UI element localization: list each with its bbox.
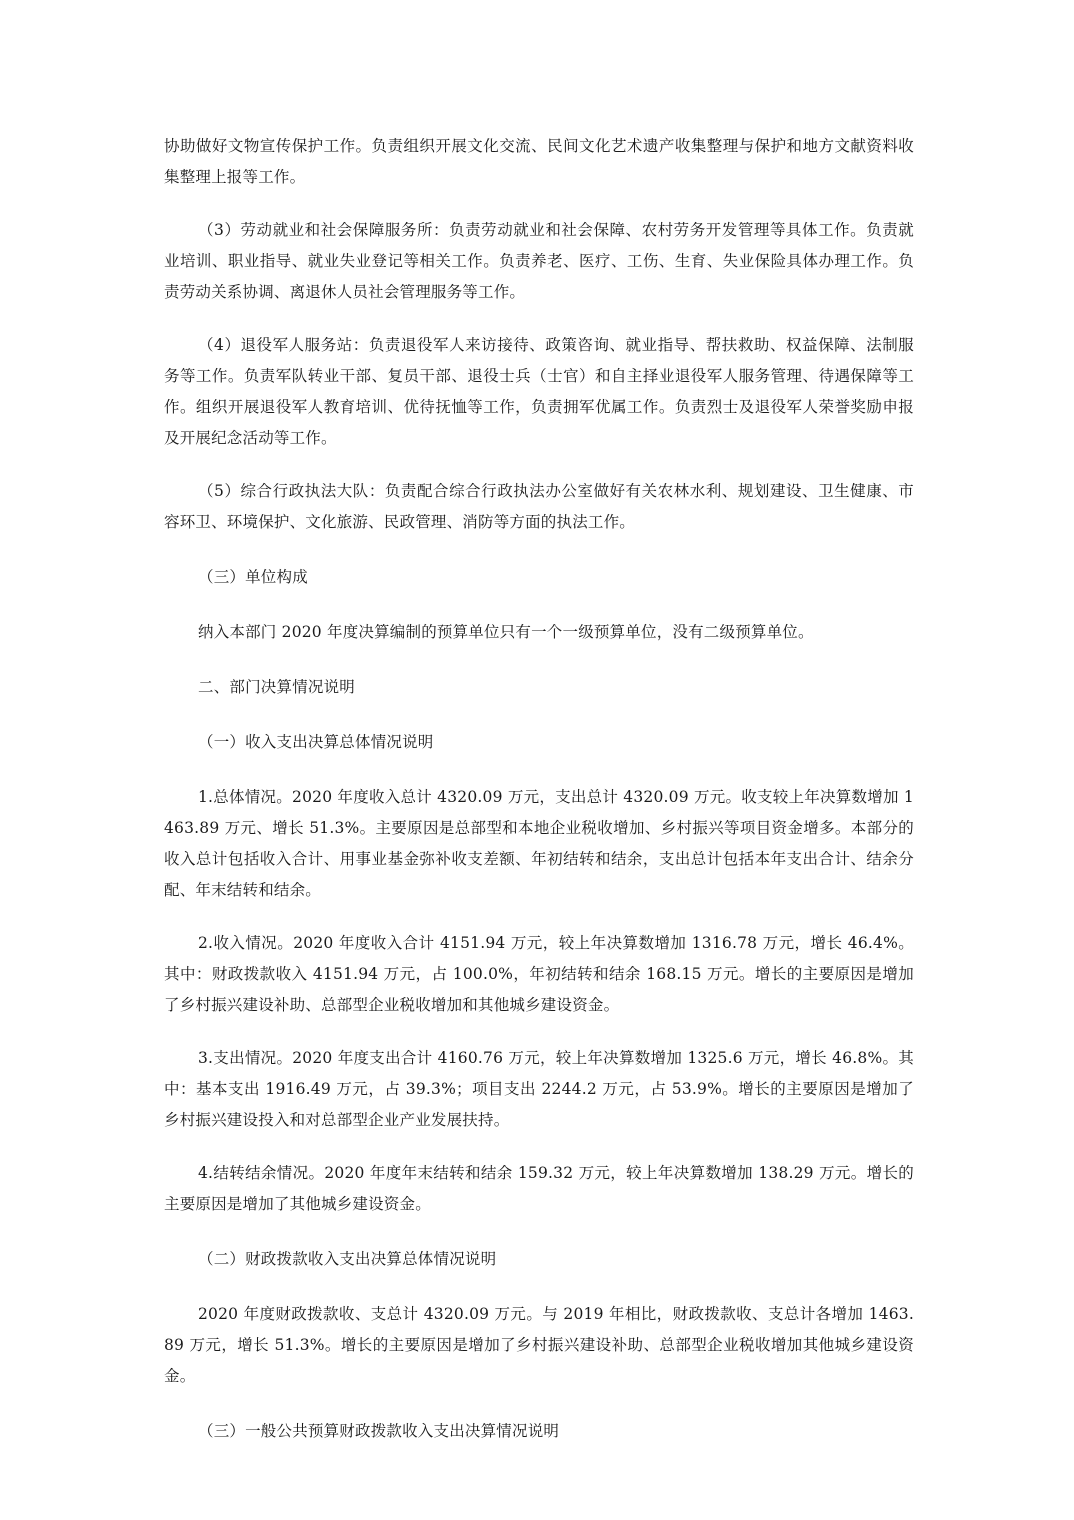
heading-overall-income-expenditure: （一）收入支出决算总体情况说明 bbox=[198, 733, 434, 751]
heading-unit-composition: （三）单位构成 bbox=[198, 568, 308, 586]
paragraph-labor-employment-office: （3）劳动就业和社会保障服务所：负责劳动就业和社会保障、农村劳务开发管理等具体工作。负责就业培训、职业指导、就业失业登记等相关工作。负责养老、医疗、工伤、生育、失业保险具体办理工作。负责劳动关系协调、离退休人员社会管理服务等工作。 bbox=[164, 221, 914, 301]
heading-final-accounts-explanation: 二、部门决算情况说明 bbox=[198, 678, 356, 696]
paragraph-expenditure-situation: 3.支出情况。2020 年度支出合计 4160.76 万元，较上年决算数增加 1325.6 万元，增长 46.8%。其中：基本支出 1916.49 万元，占 39.3%；项目支出 2244.2 万元，占 53.9%。增长的主要原因是增加了乡村振兴建设投入和对总部型企业产业发展扶持。 bbox=[164, 1049, 914, 1129]
document-page bbox=[164, 131, 914, 1447]
paragraph-veterans-service-station: （4）退役军人服务站：负责退役军人来访接待、政策咨询、就业指导、帮扶救助、权益保障、法制服务等工作。负责军队转业干部、复员干部、退役士兵（士官）和自主择业退役军人服务管理、待遇保障等工作。组织开展退役军人教育培训、优待抚恤等工作，负责拥军优属工作。负责烈士及退役军人荣誉奖励申报及开展纪念活动等工作。 bbox=[164, 336, 914, 447]
paragraph-fiscal-appropriation-overview: 2020 年度财政拨款收、支总计 4320.09 万元。与 2019 年相比，财政拨款收、支总计各增加 1463.89 万元，增长 51.3%。增长的主要原因是增加了乡村振兴建设补助、总部型企业税收增加其他城乡建设资金。 bbox=[164, 1305, 914, 1385]
heading-fiscal-appropriation-overview: （二）财政拨款收入支出决算总体情况说明 bbox=[198, 1250, 497, 1268]
paragraph-carryover-balance: 4.结转结余情况。2020 年度年末结转和结余 159.32 万元，较上年决算数增加 138.29 万元。增长的主要原因是增加了其他城乡建设资金。 bbox=[164, 1164, 914, 1213]
heading-general-public-budget: （三）一般公共预算财政拨款收入支出决算情况说明 bbox=[198, 1422, 560, 1440]
paragraph-unit-composition: 纳入本部门 2020 年度决算编制的预算单位只有一个一级预算单位，没有二级预算单位。 bbox=[198, 623, 814, 641]
paragraph-administrative-law-enforcement: （5）综合行政执法大队：负责配合综合行政执法办公室做好有关农林水利、规划建设、卫生健康、市容环卫、环境保护、文化旅游、民政管理、消防等方面的执法工作。 bbox=[164, 482, 914, 531]
paragraph-income-situation: 2.收入情况。2020 年度收入合计 4151.94 万元，较上年决算数增加 1316.78 万元，增长 46.4%。其中：财政拨款收入 4151.94 万元，占 100.0%，年初结转和结余 168.15 万元。增长的主要原因是增加了乡村振兴建设补助、总部型企业税收增加和其他城乡建设资金。 bbox=[164, 934, 914, 1014]
paragraph-overall-situation: 1.总体情况。2020 年度收入总计 4320.09 万元，支出总计 4320.09 万元。收支较上年决算数增加 1463.89 万元、增长 51.3%。主要原因是总部型和本地企业税收增加、乡村振兴等项目资金增多。本部分的收入总计包括收入合计、用事业基金弥补收支差额、年初结转和结余，支出总计包括本年支出合计、结余分配、年末结转和结余。 bbox=[164, 788, 914, 899]
paragraph-cultural-work-continued: 协助做好文物宣传保护工作。负责组织开展文化交流、民间文化艺术遗产收集整理与保护和地方文献资料收集整理上报等工作。 bbox=[164, 137, 914, 186]
